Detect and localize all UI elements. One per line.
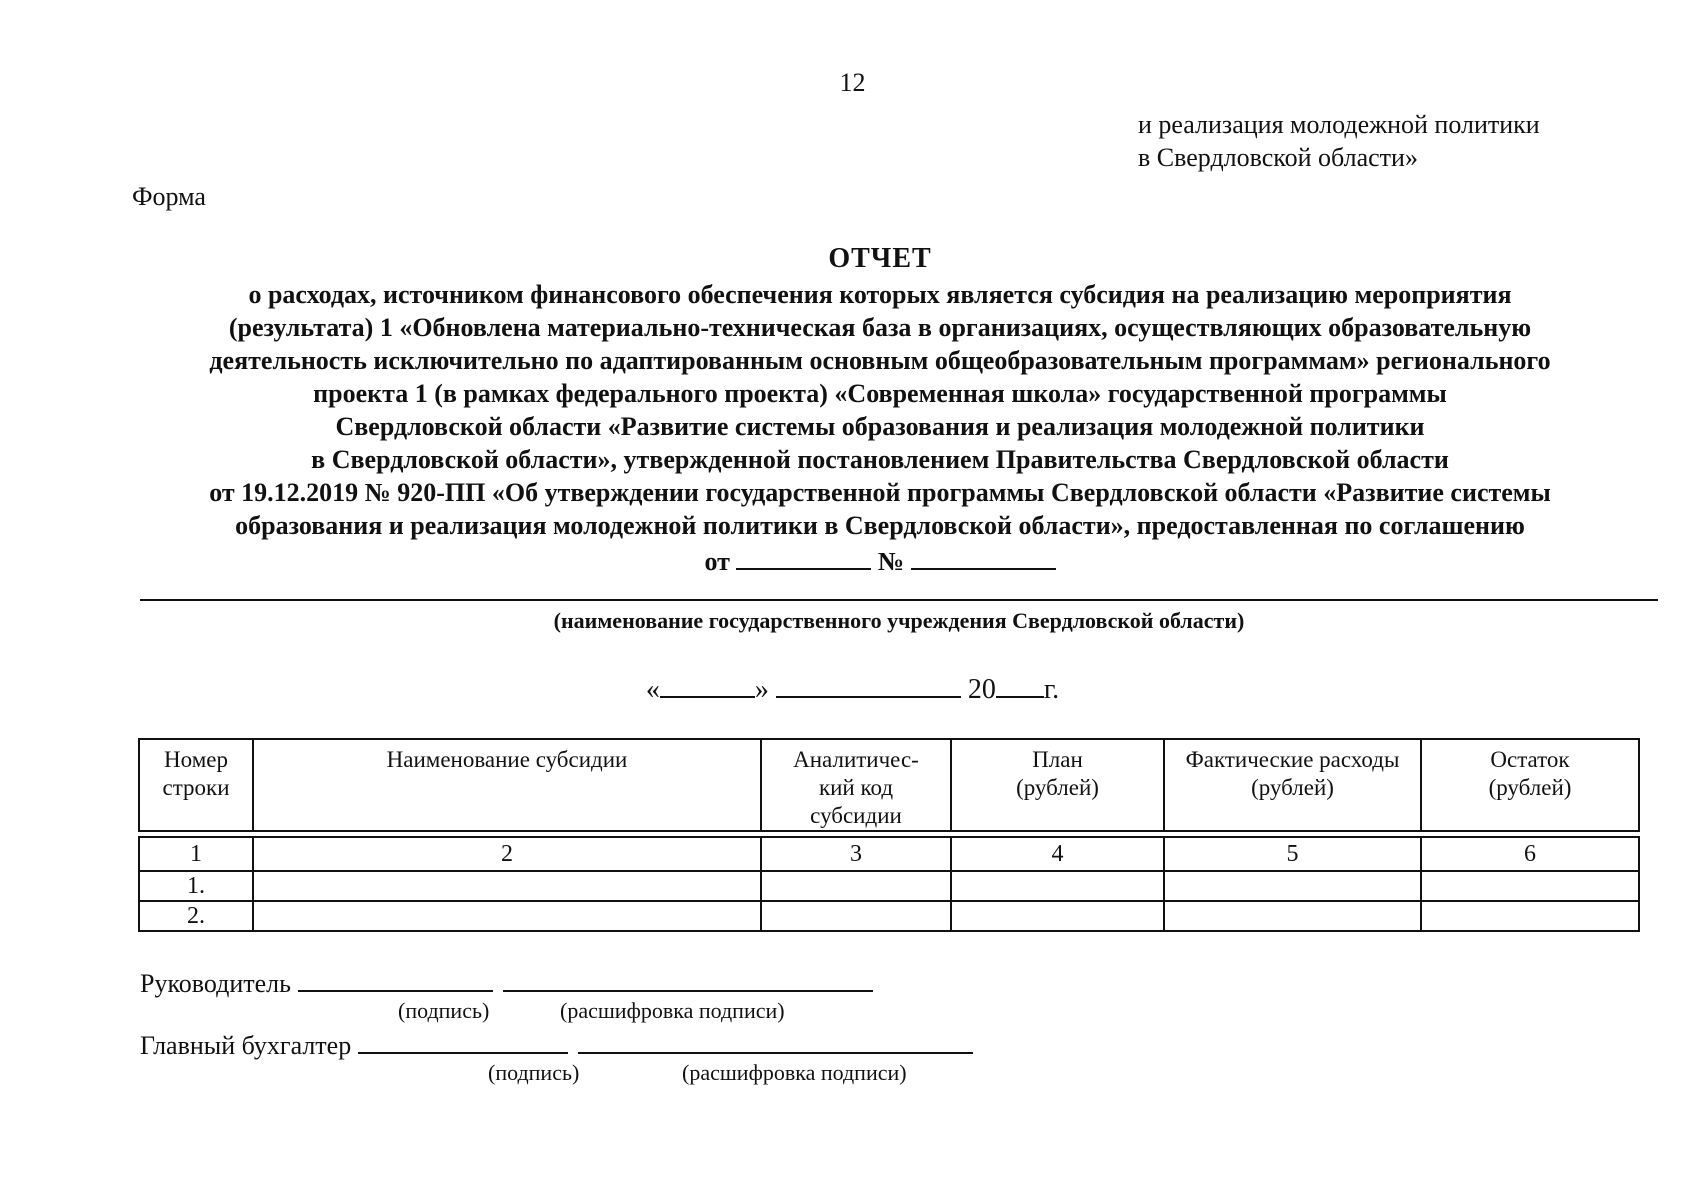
appendix-header-line: и реализация молодежной политики — [1138, 110, 1540, 139]
subsidy-name-cell[interactable] — [253, 871, 761, 901]
agreement-number-blank[interactable] — [911, 544, 1056, 570]
header-text: субсидии — [810, 803, 902, 828]
remainder-cell[interactable] — [1421, 871, 1639, 901]
table-header-row — [139, 739, 1639, 831]
accountant-decoding-caption: (расшифровка подписи) — [682, 1060, 907, 1085]
plan-cell[interactable] — [951, 901, 1164, 931]
date-open-quote: « — [645, 674, 660, 705]
head-label: Руководитель — [140, 969, 291, 998]
date-month-blank[interactable] — [776, 670, 961, 698]
accountant-signature-row — [140, 1030, 973, 1061]
header-text: строки — [162, 775, 230, 800]
agreement-date-label: от — [704, 547, 730, 576]
table-row — [139, 901, 1639, 931]
agreement-date-blank[interactable] — [736, 544, 871, 570]
header-remainder — [1421, 739, 1639, 831]
header-row-number — [139, 739, 253, 831]
actual-cell[interactable] — [1164, 871, 1421, 901]
appendix-header — [1138, 108, 1540, 174]
accountant-decoding-blank[interactable] — [578, 1030, 973, 1054]
accountant-label: Главный бухгалтер — [140, 1031, 352, 1060]
report-subtitle-line: в Свердловской области», утвержденной постановлением Правительства Свердловской области — [311, 445, 1449, 474]
accountant-signature-blank[interactable] — [358, 1030, 568, 1054]
header-subsidy-name — [253, 739, 761, 831]
column-number-row — [139, 837, 1639, 871]
head-signature-caption: (подпись) — [398, 998, 490, 1023]
header-text: Аналитичес- — [793, 747, 919, 772]
header-plan — [951, 739, 1164, 831]
date-year-blank[interactable] — [996, 670, 1044, 698]
table-row — [139, 871, 1639, 901]
appendix-header-line: в Свердловской области» — [1138, 143, 1418, 172]
header-text: кий код — [818, 775, 894, 800]
report-title-block — [130, 240, 1630, 578]
column-number: 2 — [253, 837, 761, 871]
date-year-prefix: 20 — [967, 674, 996, 705]
header-analytic-code — [761, 739, 951, 831]
page-number: 12 — [839, 68, 866, 97]
header-text: Остаток — [1490, 747, 1570, 772]
analytic-code-cell[interactable] — [761, 901, 951, 931]
date-year-suffix: г. — [1043, 674, 1060, 705]
analytic-code-cell[interactable] — [761, 871, 951, 901]
agreement-number-label: № — [877, 547, 905, 576]
head-signature-blank[interactable] — [298, 968, 493, 992]
header-text: (рублей) — [1016, 775, 1099, 800]
row-number: 1. — [139, 871, 253, 901]
header-text: Наименование субсидии — [386, 747, 628, 772]
column-number: 6 — [1421, 837, 1639, 871]
column-number: 1 — [139, 837, 253, 871]
head-decoding-caption: (расшифровка подписи) — [560, 998, 785, 1023]
actual-cell[interactable] — [1164, 901, 1421, 931]
form-label: Форма — [132, 182, 206, 211]
header-text: (рублей) — [1251, 775, 1334, 800]
column-number: 3 — [761, 837, 951, 871]
header-text: (рублей) — [1488, 775, 1572, 800]
header-actual-expenses — [1164, 739, 1421, 831]
agreement-line — [130, 544, 1630, 578]
header-text: Фактические расходы — [1185, 747, 1400, 772]
report-subtitle-line: образования и реализация молодежной политики в Свердловской области», предоставленная по соглашению — [235, 511, 1525, 540]
report-table — [138, 738, 1640, 932]
plan-cell[interactable] — [951, 871, 1164, 901]
column-number: 5 — [1164, 837, 1421, 871]
report-subtitle-line: Свердловской области «Развитие системы образования и реализация молодежной политики — [335, 412, 1425, 441]
report-title: ОТЧЕТ — [828, 243, 932, 274]
subsidy-name-cell[interactable] — [253, 901, 761, 931]
accountant-signature-caption: (подпись) — [488, 1060, 580, 1085]
report-date-line — [0, 670, 1705, 706]
date-day-blank[interactable] — [660, 670, 755, 698]
report-subtitle-line: проекта 1 (в рамках федерального проекта) «Современная школа» государственной программы — [313, 379, 1447, 408]
report-subtitle-line: деятельность исключительно по адаптированным основным общеобразовательным программам» регионального — [209, 346, 1551, 375]
date-close-quote: » — [754, 674, 769, 705]
institution-caption: (наименование государственного учреждения Свердловской области) — [553, 608, 1245, 633]
column-number: 4 — [951, 837, 1164, 871]
report-subtitle-line: от 19.12.2019 № 920-ПП «Об утверждении государственной программы Свердловской области «Развитие системы — [209, 478, 1551, 507]
head-decoding-blank[interactable] — [503, 968, 873, 992]
institution-name-field[interactable] — [140, 599, 1658, 601]
head-signature-row — [140, 968, 873, 999]
row-number: 2. — [139, 901, 253, 931]
report-subtitle-line: (результата) 1 «Обновлена материально-техническая база в организациях, осуществляющих образовательную — [228, 313, 1532, 342]
report-subtitle-line: о расходах, источником финансового обеспечения которых является субсидия на реализацию мероприятия — [248, 280, 1512, 309]
header-text: Номер — [164, 747, 228, 772]
header-text: План — [1032, 747, 1083, 772]
remainder-cell[interactable] — [1421, 901, 1639, 931]
